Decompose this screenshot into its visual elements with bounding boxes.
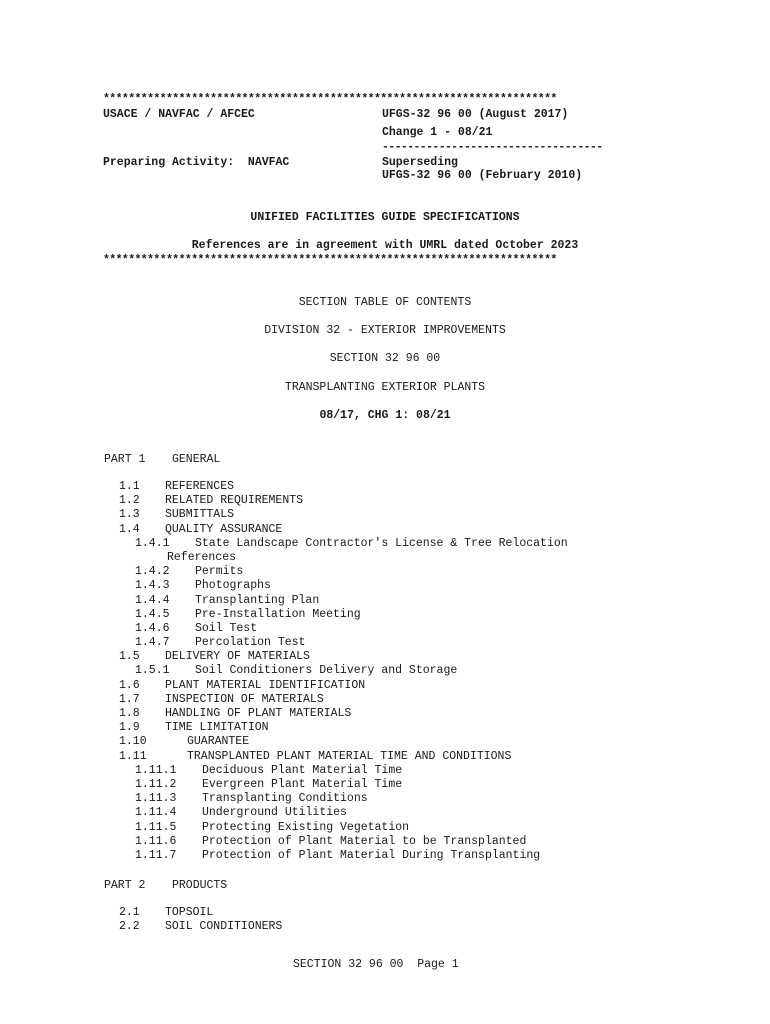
toc-entry-number: 2.2: [119, 920, 140, 934]
toc-entry: [104, 622, 568, 636]
toc-entry-label: REFERENCES: [165, 480, 235, 493]
toc-entry-label: INSPECTION OF MATERIALS: [165, 692, 324, 706]
toc-entry: [104, 735, 568, 749]
toc-entry-number: 1.11.4: [135, 806, 177, 820]
references-note: References are in agreement with UMRL dated October 2023: [191, 239, 579, 252]
toc-entry-number: 1.4.3: [135, 579, 170, 593]
toc-entry-label: Percolation Test: [195, 636, 306, 650]
ufgs-designation: UFGS-32 96 00 (August 2017): [382, 108, 569, 121]
toc-entry: [104, 778, 568, 792]
toc-entry: [104, 565, 568, 579]
toc-entry: [104, 764, 568, 778]
toc-entry-number: 1.11.3: [135, 792, 177, 806]
toc-entry: [104, 806, 568, 820]
toc-entry-label: Deciduous Plant Material Time: [202, 763, 403, 777]
toc-entry-label: Protection of Plant Material During Transplanting: [202, 848, 541, 862]
toc-entry: [104, 906, 282, 920]
toc-entry: [104, 594, 568, 608]
section-number: SECTION 32 96 00: [329, 352, 441, 365]
toc-entry: [104, 523, 568, 537]
toc-entry-number: 1.4.6: [135, 621, 170, 635]
toc-entry-number: 2.1: [119, 906, 140, 919]
toc-entry-label: State Landscape Contractor's License & Tree Relocation: [195, 536, 568, 550]
toc-entry-number: 1.5.1: [135, 664, 170, 678]
part2-toc-list: [104, 906, 282, 934]
toc-entry-label: PLANT MATERIAL IDENTIFICATION: [165, 678, 366, 692]
toc-entry-number: 1.11.5: [135, 820, 177, 834]
toc-entry-number: 1.3: [119, 508, 140, 522]
toc-entry: [104, 849, 568, 863]
toc-entry: [104, 707, 568, 721]
toc-entry-label: Transplanting Conditions: [202, 792, 368, 806]
toc-entry-number: 1.11.1: [135, 763, 177, 777]
toc-entry-number: 1.10: [119, 735, 147, 749]
part1-toc-list: [104, 480, 568, 863]
toc-entry-number: 1.11.7: [135, 848, 177, 862]
toc-entry-label: Transplanting Plan: [195, 593, 320, 607]
toc-entry: [104, 650, 568, 664]
section-toc-heading: SECTION TABLE OF CONTENTS: [298, 296, 472, 309]
toc-entry-label: Protection of Plant Material to be Transplanted: [202, 834, 527, 848]
toc-entry-label: Evergreen Plant Material Time: [202, 777, 403, 791]
toc-entry-number: 1.2: [119, 494, 140, 508]
toc-entry-label: Soil Conditioners Delivery and Storage: [195, 664, 458, 678]
toc-entry: [104, 750, 568, 764]
toc-entry-number: 1.11.6: [135, 834, 177, 848]
header-separator-top: ************************************************************************: [103, 93, 557, 106]
toc-entry-number: 1.4: [119, 522, 140, 536]
toc-entry-label: Underground Utilities: [202, 806, 347, 820]
toc-entry-label: Photographs: [195, 579, 271, 593]
toc-entry: [104, 636, 568, 650]
toc-entry-label: TIME LIMITATION: [165, 721, 269, 735]
part2-number: PART 2: [104, 879, 146, 892]
toc-entry-label: TRANSPLANTED PLANT MATERIAL TIME AND CONDITIONS: [187, 749, 512, 763]
toc-entry: [104, 920, 282, 934]
superseded-ufgs: UFGS-32 96 00 (February 2010): [382, 169, 583, 182]
toc-entry: [104, 537, 568, 551]
toc-entry: [104, 551, 568, 565]
toc-entry: [104, 821, 568, 835]
toc-entry: [104, 792, 568, 806]
agencies: USACE / NAVFAC / AFCEC: [103, 108, 255, 121]
part1-number: PART 1: [104, 453, 146, 466]
section-title: TRANSPLANTING EXTERIOR PLANTS: [284, 381, 486, 394]
toc-entry-label: TOPSOIL: [165, 906, 214, 919]
change-number: Change 1 - 08/21: [382, 126, 493, 139]
toc-entry-number: 1.7: [119, 692, 140, 706]
toc-entry-number: 1.9: [119, 721, 140, 735]
toc-entry: [104, 721, 568, 735]
toc-entry: [104, 835, 568, 849]
toc-entry-label: References: [167, 550, 237, 564]
toc-entry-number: 1.11.2: [135, 777, 177, 791]
division-heading: DIVISION 32 - EXTERIOR IMPROVEMENTS: [264, 324, 506, 337]
part1-title: GENERAL: [172, 453, 221, 466]
header-dash-rule: -----------------------------------: [382, 141, 603, 154]
toc-entry-number: 1.4.5: [135, 607, 170, 621]
toc-entry-number: 1.4.4: [135, 593, 170, 607]
toc-entry: [104, 664, 568, 678]
toc-entry: [104, 480, 568, 494]
toc-entry: [104, 494, 568, 508]
document-title: UNIFIED FACILITIES GUIDE SPECIFICATIONS: [250, 211, 520, 224]
toc-entry-label: SUBMITTALS: [165, 508, 235, 522]
toc-entry-label: Protecting Existing Vegetation: [202, 820, 410, 834]
toc-entry-number: 1.6: [119, 678, 140, 692]
toc-entry-label: Soil Test: [195, 621, 258, 635]
part2-title: PRODUCTS: [172, 879, 228, 892]
toc-entry-number: 1.4.7: [135, 636, 170, 650]
toc-entry-label: HANDLING OF PLANT MATERIALS: [165, 707, 352, 720]
toc-entry-number: 1.5: [119, 650, 140, 664]
toc-entry-number: 1.4.1: [135, 536, 170, 550]
toc-entry-number: 1.1: [119, 480, 140, 493]
toc-entry-label: RELATED REQUIREMENTS: [165, 494, 304, 508]
toc-entry-label: DELIVERY OF MATERIALS: [165, 650, 310, 664]
toc-entry-label: Pre-Installation Meeting: [195, 607, 361, 621]
toc-entry-number: 1.4.2: [135, 565, 170, 579]
toc-entry: [104, 693, 568, 707]
toc-entry-label: QUALITY ASSURANCE: [165, 522, 283, 536]
superseding-label: Superseding: [382, 156, 458, 169]
toc-entry-number: 1.8: [119, 707, 140, 720]
header-separator-bottom: ************************************************************************: [103, 254, 557, 267]
toc-entry: [104, 579, 568, 593]
toc-entry: [104, 608, 568, 622]
preparing-activity: Preparing Activity: NAVFAC: [103, 156, 290, 169]
toc-entry: [104, 508, 568, 522]
toc-entry-label: GUARANTEE: [187, 735, 250, 749]
revision-date: 08/17, CHG 1: 08/21: [319, 409, 451, 422]
page-footer: SECTION 32 96 00 Page 1: [293, 958, 459, 971]
toc-entry-label: SOIL CONDITIONERS: [165, 920, 283, 934]
toc-entry-label: Permits: [195, 565, 244, 579]
toc-entry: [104, 679, 568, 693]
toc-entry-number: 1.11: [119, 749, 147, 763]
